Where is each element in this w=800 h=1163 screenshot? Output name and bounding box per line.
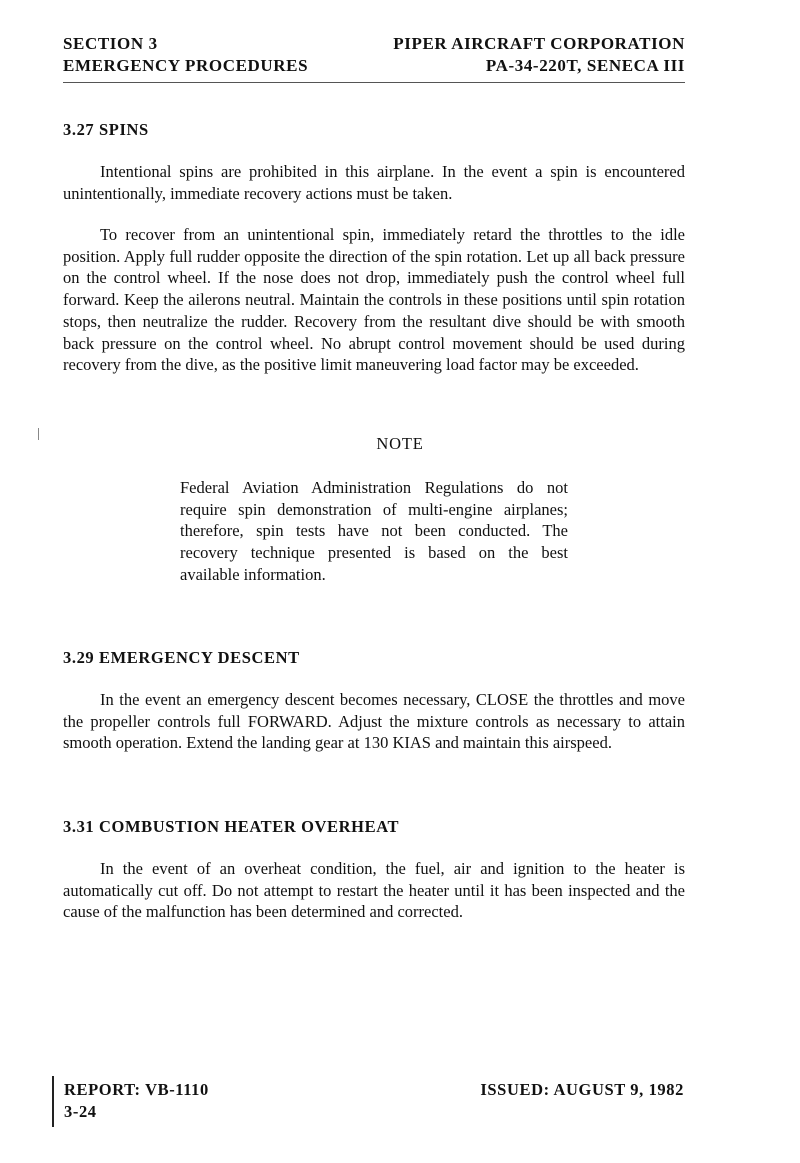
section-title-emergency-descent: 3.29 EMERGENCY DESCENT (63, 648, 300, 667)
heater-overheat-paragraph: In the event of an overheat condition, the fuel, air and ignition to the heater is automatically cut off. Do not attempt to restart the heater until it has been inspected and the cause of the malfunction has been determined and corrected. (63, 859, 685, 922)
footer-issued: ISSUED: AUGUST 9, 1982 (480, 1080, 684, 1099)
footer-change-bar (52, 1076, 54, 1127)
section-title-heater-overheat: 3.31 COMBUSTION HEATER OVERHEAT (63, 817, 400, 836)
section-title-spins: 3.27 SPINS (63, 120, 149, 139)
footer-page-number: 3-24 (64, 1102, 97, 1121)
emergency-descent-paragraph: In the event an emergency descent becomes necessary, CLOSE the throttles and move the propeller controls full FORWARD. Adjust the mixture controls as necessary to attain smooth operation. Extend the landing gear at 130 KIAS and maintain this airspeed. (63, 690, 685, 753)
page-header (63, 33, 685, 77)
header-model: PA-34-220T, SENECA III (485, 56, 685, 75)
note-label: NOTE (376, 434, 424, 453)
footer-report: REPORT: VB-1110 (64, 1080, 209, 1099)
header-section: SECTION 3 (63, 34, 158, 53)
spins-paragraph-1: Intentional spins are prohibited in this airplane. In the event a spin is encountered unintentionally, immediate recovery actions must be taken. (63, 162, 685, 203)
header-rule (63, 82, 685, 83)
margin-mark (38, 428, 39, 440)
spins-paragraph-2: To recover from an unintentional spin, immediately retard the throttles to the idle position. Apply full rudder opposite the direction of the spin rotation. Let up all back pressure on the control wheel. If the nose does not drop, immediately push the control wheel full forward. Keep the ailerons neutral. Maintain the controls in these positions until spin rotation stops, then neutralize the rudder. Recovery from the resultant dive should be with smooth back pressure on the control wheel. No abrupt control movement should be used during recovery from the dive, as the positive limit maneuvering load factor may be exceeded. (63, 225, 685, 375)
header-company: PIPER AIRCRAFT CORPORATION (393, 34, 685, 53)
note-text: Federal Aviation Administration Regulations do not require spin demonstration of multi-engine airplanes; therefore, spin tests have not been conducted. The recovery technique presented is based on the best available information. (180, 478, 568, 584)
header-chapter: EMERGENCY PROCEDURES (63, 56, 309, 75)
